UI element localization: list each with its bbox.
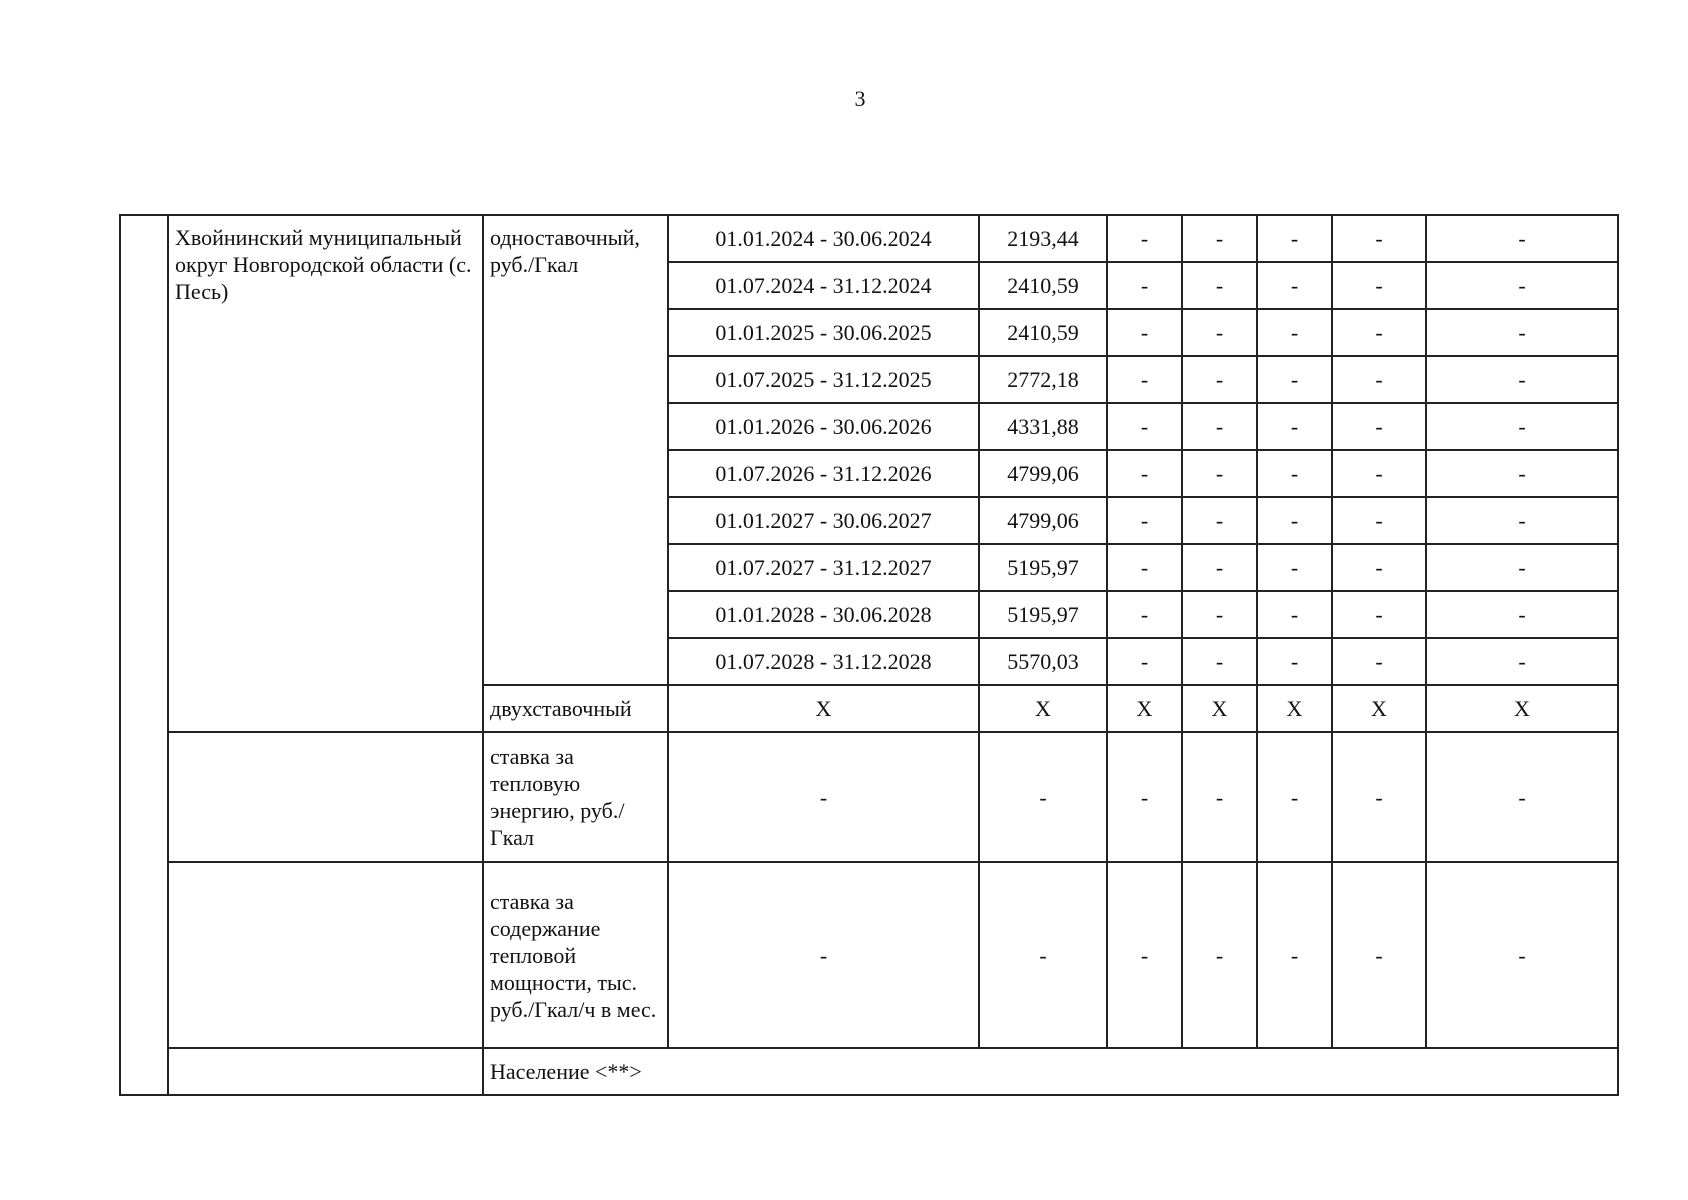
tariff-table (119, 214, 1619, 1096)
dash-cell: - (1182, 309, 1257, 356)
dash-cell: - (1332, 638, 1426, 685)
table-row (120, 215, 1618, 262)
capacity-rate-row (120, 862, 1618, 1048)
dash-cell: - (1107, 544, 1182, 591)
x-cell: X (1182, 685, 1257, 732)
dash-cell: - (1257, 544, 1332, 591)
dash-cell: - (1332, 403, 1426, 450)
x-cell: X (1426, 685, 1618, 732)
value-cell: 4799,06 (979, 450, 1107, 497)
energy-rate-row (120, 732, 1618, 862)
dash-cell: - (1426, 591, 1618, 638)
period-cell: 01.01.2026 - 30.06.2026 (668, 403, 979, 450)
period-cell: 01.01.2025 - 30.06.2025 (668, 309, 979, 356)
dash-cell: - (1107, 732, 1182, 862)
territory-cell: Хвойнинский муниципальный округ Новгородской области (с. Песь) (168, 215, 483, 732)
dash-cell: - (1426, 497, 1618, 544)
dash-cell: - (1107, 638, 1182, 685)
period-cell: 01.01.2028 - 30.06.2028 (668, 591, 979, 638)
dash-cell: - (1257, 638, 1332, 685)
value-cell: 5195,97 (979, 544, 1107, 591)
dash-cell: - (1426, 450, 1618, 497)
population-label-cell: Население <**> (483, 1048, 1618, 1095)
dash-cell: - (1182, 403, 1257, 450)
period-cell: 01.07.2024 - 31.12.2024 (668, 262, 979, 309)
value-cell: 2193,44 (979, 215, 1107, 262)
dash-cell: - (1332, 732, 1426, 862)
dash-cell: - (1426, 403, 1618, 450)
dash-cell: - (1107, 403, 1182, 450)
dash-cell: - (1332, 215, 1426, 262)
dash-cell: - (1107, 497, 1182, 544)
period-cell: 01.01.2024 - 30.06.2024 (668, 215, 979, 262)
x-cell: X (1257, 685, 1332, 732)
dash-cell: - (668, 732, 979, 862)
value-cell: 5570,03 (979, 638, 1107, 685)
dash-cell: - (1426, 638, 1618, 685)
dash-cell: - (1107, 450, 1182, 497)
table-body (120, 215, 1618, 1095)
dash-cell: - (1107, 215, 1182, 262)
dash-cell: - (1182, 862, 1257, 1048)
dash-cell: - (1257, 732, 1332, 862)
number-column-cell (120, 215, 168, 1095)
dash-cell: - (1182, 262, 1257, 309)
value-cell: 2772,18 (979, 356, 1107, 403)
dash-cell: - (1257, 215, 1332, 262)
dash-cell: - (979, 862, 1107, 1048)
empty-cell (168, 732, 483, 862)
x-cell: X (979, 685, 1107, 732)
dash-cell: - (1107, 262, 1182, 309)
dash-cell: - (1107, 591, 1182, 638)
value-cell: 2410,59 (979, 309, 1107, 356)
dash-cell: - (1332, 591, 1426, 638)
one-rate-label-cell: одноставочный, руб./Гкал (483, 215, 668, 685)
x-cell: X (1107, 685, 1182, 732)
dash-cell: - (1332, 544, 1426, 591)
dash-cell: - (1332, 309, 1426, 356)
dash-cell: - (1426, 309, 1618, 356)
dash-cell: - (1332, 262, 1426, 309)
dash-cell: - (1257, 497, 1332, 544)
dash-cell: - (1182, 450, 1257, 497)
value-cell: 4331,88 (979, 403, 1107, 450)
population-row (120, 1048, 1618, 1095)
period-cell: 01.07.2026 - 31.12.2026 (668, 450, 979, 497)
energy-rate-label-cell: ставка за тепловую энергию, руб./Гкал (483, 732, 668, 862)
dash-cell: - (1426, 262, 1618, 309)
dash-cell: - (1257, 262, 1332, 309)
dash-cell: - (1107, 862, 1182, 1048)
dash-cell: - (1182, 544, 1257, 591)
value-cell: 2410,59 (979, 262, 1107, 309)
dash-cell: - (1426, 356, 1618, 403)
dash-cell: - (1182, 638, 1257, 685)
dash-cell: - (1426, 732, 1618, 862)
dash-cell: - (1182, 497, 1257, 544)
period-cell: 01.07.2028 - 31.12.2028 (668, 638, 979, 685)
dash-cell: - (1332, 356, 1426, 403)
dash-cell: - (1257, 591, 1332, 638)
dash-cell: - (1332, 450, 1426, 497)
dash-cell: - (1332, 862, 1426, 1048)
capacity-rate-label-cell: ставка за содержание тепловой мощности, тыс. руб./Гкал/ч в мес. (483, 862, 668, 1048)
value-cell: 4799,06 (979, 497, 1107, 544)
dash-cell: - (1182, 215, 1257, 262)
two-rate-label-cell: двухставочный (483, 685, 668, 732)
value-cell: 5195,97 (979, 591, 1107, 638)
dash-cell: - (1107, 356, 1182, 403)
dash-cell: - (979, 732, 1107, 862)
dash-cell: - (1257, 309, 1332, 356)
dash-cell: - (1426, 215, 1618, 262)
dash-cell: - (1426, 862, 1618, 1048)
x-cell: X (668, 685, 979, 732)
dash-cell: - (1426, 544, 1618, 591)
empty-cell (168, 862, 483, 1048)
dash-cell: - (1257, 356, 1332, 403)
period-cell: 01.07.2025 - 31.12.2025 (668, 356, 979, 403)
dash-cell: - (1257, 862, 1332, 1048)
dash-cell: - (1257, 403, 1332, 450)
period-cell: 01.07.2027 - 31.12.2027 (668, 544, 979, 591)
dash-cell: - (1182, 591, 1257, 638)
dash-cell: - (1182, 356, 1257, 403)
x-cell: X (1332, 685, 1426, 732)
dash-cell: - (1332, 497, 1426, 544)
dash-cell: - (1182, 732, 1257, 862)
dash-cell: - (1257, 450, 1332, 497)
dash-cell: - (1107, 309, 1182, 356)
page-number: 3 (854, 86, 866, 111)
empty-cell (168, 1048, 483, 1095)
dash-cell: - (668, 862, 979, 1048)
period-cell: 01.01.2027 - 30.06.2027 (668, 497, 979, 544)
